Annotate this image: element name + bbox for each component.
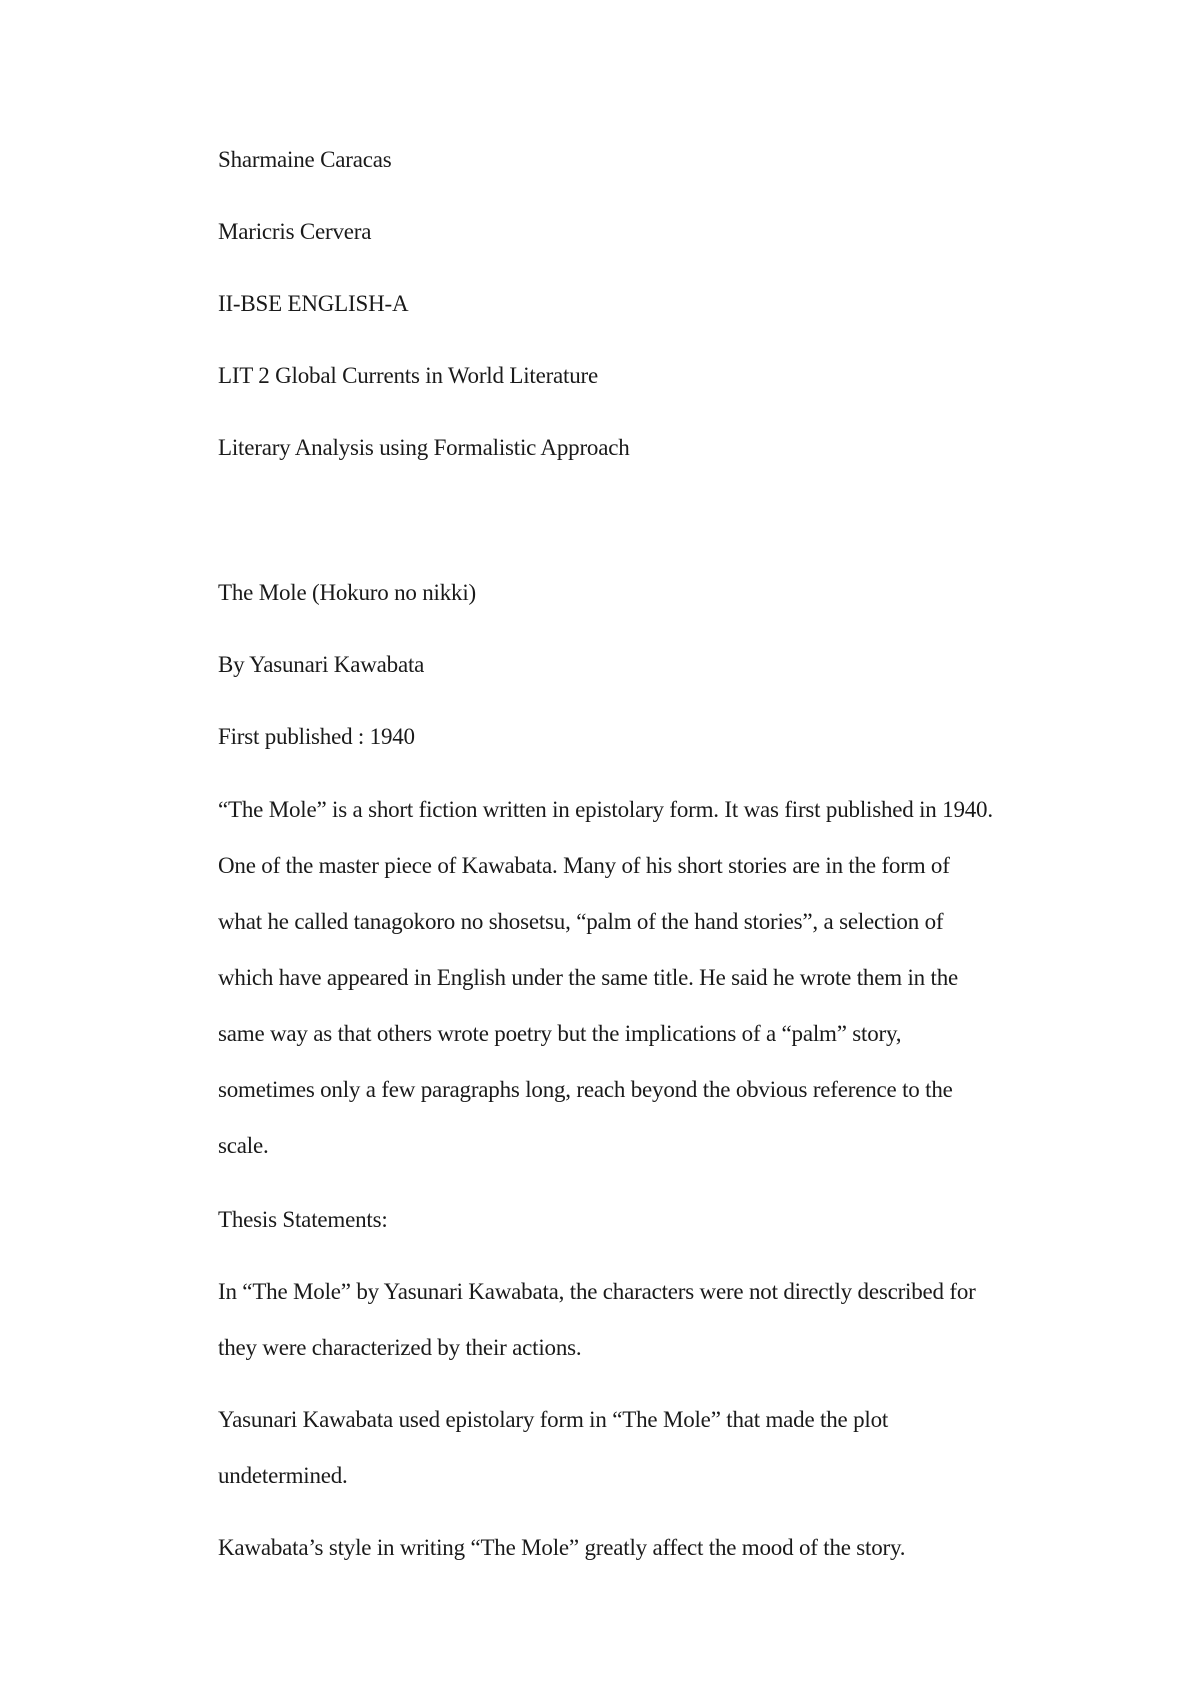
intro-line: same way as that others wrote poetry but the implications of a “palm” story, [218, 1021, 902, 1046]
course-title: LIT 2 Global Currents in World Literature [218, 363, 599, 388]
intro-paragraph [218, 782, 1078, 1174]
thesis-heading: Thesis Statements: [218, 1207, 388, 1232]
thesis-line: they were characterized by their actions. [218, 1335, 582, 1360]
author-name-1: Sharmaine Caracas [218, 147, 392, 172]
intro-line: which have appeared in English under the same title. He said he wrote them in the [218, 965, 959, 990]
intro-line: One of the master piece of Kawabata. Many of his short stories are in the form of [218, 853, 950, 878]
work-title: The Mole (Hokuro no nikki) [218, 580, 476, 605]
thesis-line: undetermined. [218, 1463, 348, 1488]
intro-line: sometimes only a few paragraphs long, reach beyond the obvious reference to the [218, 1077, 953, 1102]
thesis-statement-1 [218, 1264, 1078, 1376]
work-byline: By Yasunari Kawabata [218, 652, 425, 677]
assignment-title: Literary Analysis using Formalistic Approach [218, 435, 630, 460]
thesis-statement-2 [218, 1392, 1078, 1504]
publication-date: First published : 1940 [218, 724, 415, 749]
intro-line: “The Mole” is a short fiction written in epistolary form. It was first published in 1940. [218, 797, 993, 822]
intro-line: what he called tanagokoro no shosetsu, “palm of the hand stories”, a selection of [218, 909, 944, 934]
class-section: II-BSE ENGLISH-A [218, 291, 409, 316]
thesis-statement-3 [218, 1520, 1078, 1576]
thesis-line: In “The Mole” by Yasunari Kawabata, the characters were not directly described for [218, 1279, 976, 1304]
intro-line: scale. [218, 1133, 269, 1158]
author-name-2: Maricris Cervera [218, 219, 372, 244]
thesis-line: Kawabata’s style in writing “The Mole” greatly affect the mood of the story. [218, 1535, 906, 1560]
thesis-line: Yasunari Kawabata used epistolary form in “The Mole” that made the plot [218, 1407, 889, 1432]
